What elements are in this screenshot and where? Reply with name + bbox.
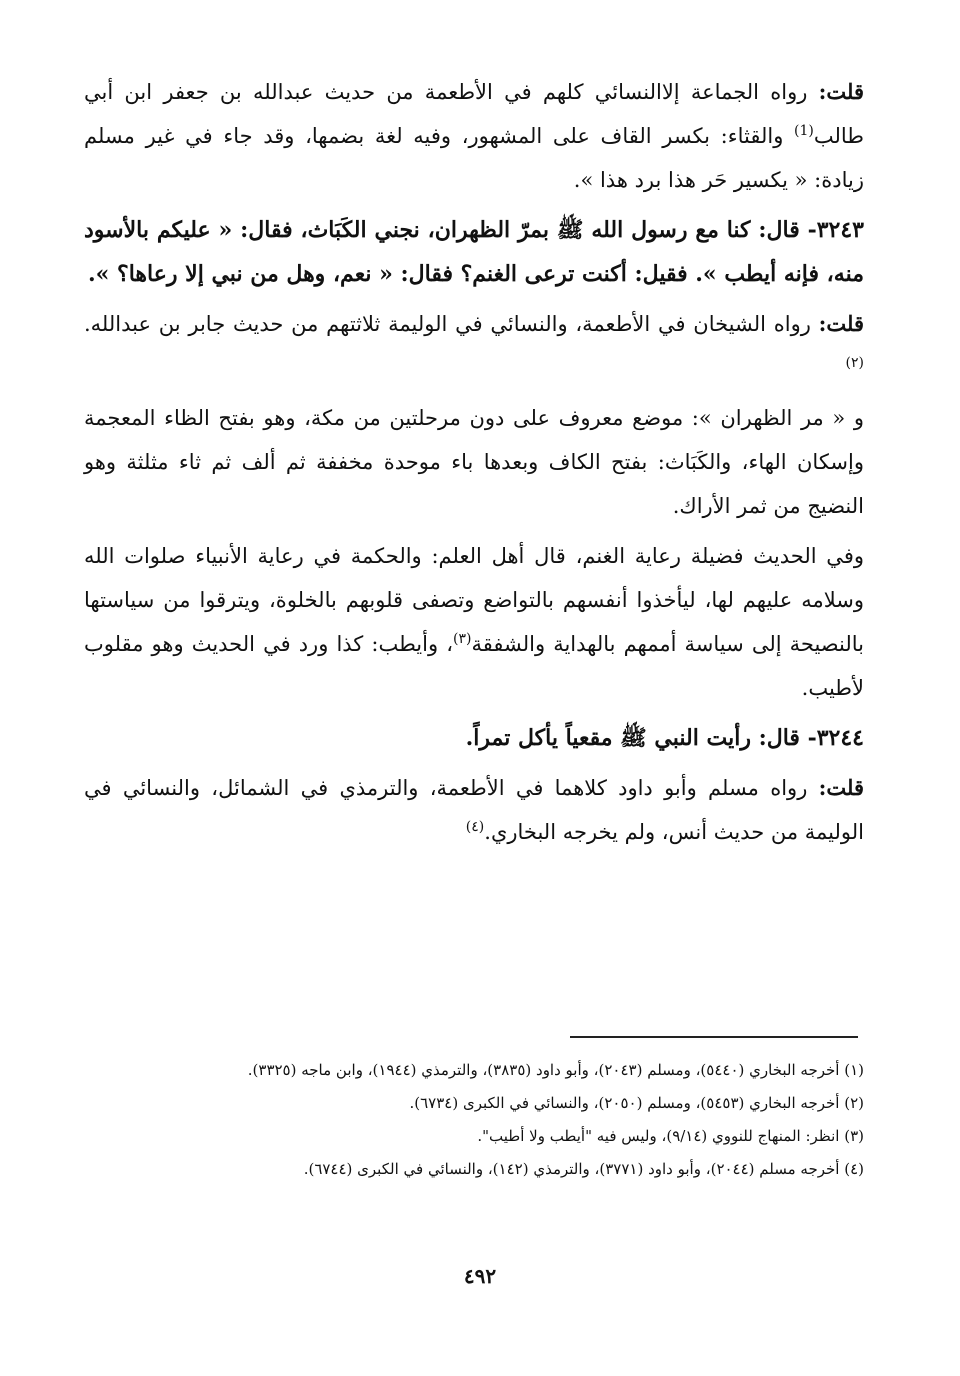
footnote-ref: (1) <box>794 123 814 139</box>
paragraph-text-continued: والقثاء: بكسر القاف على المشهور، وفيه لغة بضمها، وقد جاء في غير مسلم زيادة: « يكسير حَر هذا برد هذا ». <box>84 124 864 192</box>
paragraph-text: رواه مسلم وأبو داود كلاهما في الأطعمة، والترمذي في الشمائل، والنسائي في الوليمة من حديث أنس، ولم يخرجه البخاري. <box>84 776 864 844</box>
footnote-divider <box>570 1036 858 1038</box>
footnote-ref: (٤) <box>465 819 485 835</box>
paragraph-commentary-2 <box>84 302 864 390</box>
paragraph-text-continued: ، وأيطب: كذا ورد في الحديث وهو مقلوب لأطيب. <box>84 632 864 700</box>
footnote-4: (٤) أخرجه مسلم (٢٠٤٤)، وأبو داود (٣٧٧١)، والترمذي (١٤٢)، والنسائي في الكبرى (٦٧٤٤). <box>303 1160 864 1178</box>
hadith-text: ٣٢٤٤- قال: رأيت النبي ﷺ مقعياً يأكل تمراً. <box>465 725 864 751</box>
paragraph-text: رواه الجماعة إلاالنسائي كلهم في الأطعمة من حديث عبدالله بن جعفر ابن أبي طالب <box>84 80 864 148</box>
paragraph-text: رواه الشيخان في الأطعمة، والنسائي في الوليمة ثلاثتهم من حديث جابر بن عبدالله. <box>84 312 819 336</box>
paragraph-text: وفي الحديث فضيلة رعاية الغنم، قال أهل العلم: والحكمة في رعاية الأنبياء صلوات الله وسلامه عليهم لها، ليأخذوا أنفسهم بالتواضع وتصفى قلوبهم بالخلوة، ويترقوا من سياستها بالنصيحة إلى سياسة أممهم بالهداية والشفقة <box>84 544 865 656</box>
footnote-ref: (٢) <box>845 355 864 371</box>
footnote-3: (٣) انظر: المنهاج للنووي (٩/١٤)، وليس فيه "أيطب ولا أطيب". <box>477 1127 864 1145</box>
qult-label: قلت: <box>818 311 864 336</box>
qult-label: قلت: <box>818 775 864 800</box>
qult-label: قلت: <box>818 79 864 104</box>
paragraph-explanation-2 <box>84 534 864 710</box>
footnote-2: (٢) أخرجه البخاري (٥٤٥٣)، ومسلم (٢٠٥٠)، والنسائي في الكبرى (٦٧٣٤). <box>409 1094 864 1112</box>
paragraph-text: و « مر الظهران »: موضع معروف على دون مرحلتين من مكة، وهو بفتح الظاء المعجمة وإسكان الهاء، والكَبَاث: بفتح الكاف وبعدها باء موحدة مخففة ثم ألف ثم ثاء مثلثة وهو النضيج من ثمر الأراك. <box>84 406 864 518</box>
hadith-3244 <box>84 716 864 760</box>
hadith-3243 <box>84 208 864 296</box>
paragraph-explanation-1 <box>84 396 864 528</box>
paragraph-commentary-1 <box>84 70 864 202</box>
footnote-ref: (٣) <box>453 631 472 647</box>
hadith-text: ٣٢٤٣- قال: كنا مع رسول الله ﷺ بمرّ الظهران، نجني الكَبَاث، فقال: « عليكم بالأسود منه، فإنه أيطب ». فقيل: أكنت ترعى الغنم؟ فقال: « نعم، وهل من نبي إلا رعاها؟ ». <box>84 217 864 287</box>
page-number: ٤٩٢ <box>463 1264 497 1288</box>
footnote-1: (١) أخرجه البخاري (٥٤٤٠)، ومسلم (٢٠٤٣)، وأبو داود (٣٨٣٥)، والترمذي (١٩٤٤)، وابن ماجه (٣٣٢٥). <box>247 1061 864 1079</box>
main-text <box>84 70 864 860</box>
paragraph-commentary-3 <box>84 766 864 854</box>
footnotes <box>84 1054 864 1186</box>
